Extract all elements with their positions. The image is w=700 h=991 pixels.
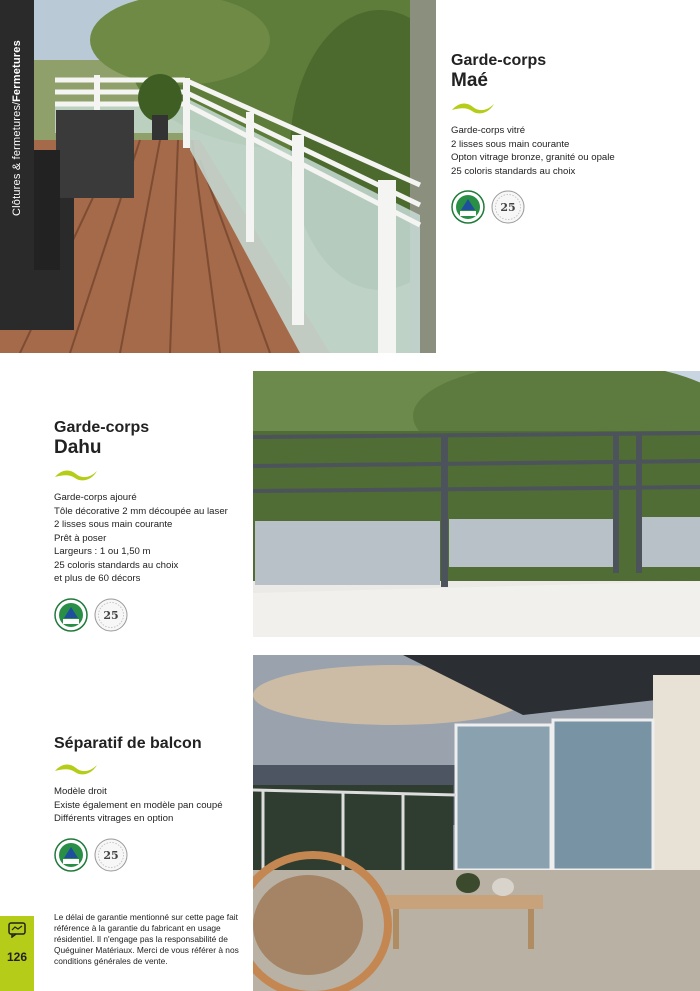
product-description <box>54 785 249 826</box>
sidebar-vertical-text <box>6 36 28 216</box>
description-line: Existe également en modèle pan coupé <box>54 799 223 811</box>
badge-row <box>54 598 249 632</box>
warranty-years-text: 25 <box>103 608 119 622</box>
badge-row <box>451 190 691 224</box>
description-line: Opton vitrage bronze, granité ou opale <box>451 152 615 163</box>
product-title-line2: Dahu <box>54 437 102 458</box>
badge-row <box>54 838 249 872</box>
warranty-25-years-badge-icon <box>94 598 128 632</box>
warranty-years-text: 25 <box>500 201 516 214</box>
warranty-years-text: 25 <box>103 848 119 862</box>
green-swoosh-icon <box>54 761 98 777</box>
description-line: 2 lisses sous main courante <box>54 519 173 530</box>
product-dahu <box>54 419 249 632</box>
warranty-25-years-badge-icon <box>491 190 525 224</box>
product-description <box>451 124 691 178</box>
description-line: Différents vitrages en option <box>54 813 174 824</box>
description-line: Garde-corps ajouré <box>54 492 137 503</box>
product-title: Séparatif de balcon <box>54 735 202 752</box>
description-line: Modèle droit <box>54 786 107 797</box>
product-title-line1: Garde-corps <box>451 52 547 69</box>
photo-separatif-de-balcon <box>253 655 700 991</box>
sidebar-separator: / <box>11 101 23 105</box>
product-separatif-balcon <box>54 735 249 872</box>
description-line: 2 lisses sous main courante <box>451 138 570 150</box>
product-title-line2: Maé <box>451 70 488 91</box>
description-line: Garde-corps vitré <box>451 125 526 136</box>
description-line: Prêt à poser <box>54 532 107 544</box>
green-swoosh-icon <box>54 467 98 483</box>
produit-de-bretagne-badge-icon <box>54 598 88 632</box>
description-line: Largeurs : 1 ou 1,50 m <box>54 546 151 557</box>
description-line: 25 coloris standards au choix <box>451 165 576 177</box>
photo-garde-corps-dahu <box>253 371 700 637</box>
sidebar-section-label <box>0 0 34 330</box>
description-line: et plus de 60 décors <box>54 573 141 584</box>
product-description <box>54 491 249 586</box>
photo-garde-corps-mae <box>0 0 436 353</box>
speech-bubble-icon <box>8 922 26 938</box>
product-title-line1: Garde-corps <box>54 419 150 436</box>
description-line: 25 coloris standards au choix <box>54 559 179 571</box>
sidebar-category: Clôtures & fermetures <box>11 104 23 216</box>
produit-de-bretagne-badge-icon <box>451 190 485 224</box>
green-swoosh-icon <box>451 100 495 116</box>
product-mae <box>451 52 691 224</box>
sidebar-section: Fermetures <box>11 39 23 102</box>
description-line: Tôle décorative 2 mm découpée au laser <box>54 505 228 517</box>
page-number: 126 <box>6 950 28 964</box>
warranty-25-years-badge-icon <box>94 838 128 872</box>
produit-de-bretagne-badge-icon <box>54 838 88 872</box>
warranty-disclaimer: Le délai de garantie mentionné sur cette page fait référence à la garantie du fabricant en usage résidentiel. Il n'engage pas la responsabilité de Quéguiner Matériaux. Merci de vous référer à nos conditions générales de vente. <box>54 912 239 966</box>
